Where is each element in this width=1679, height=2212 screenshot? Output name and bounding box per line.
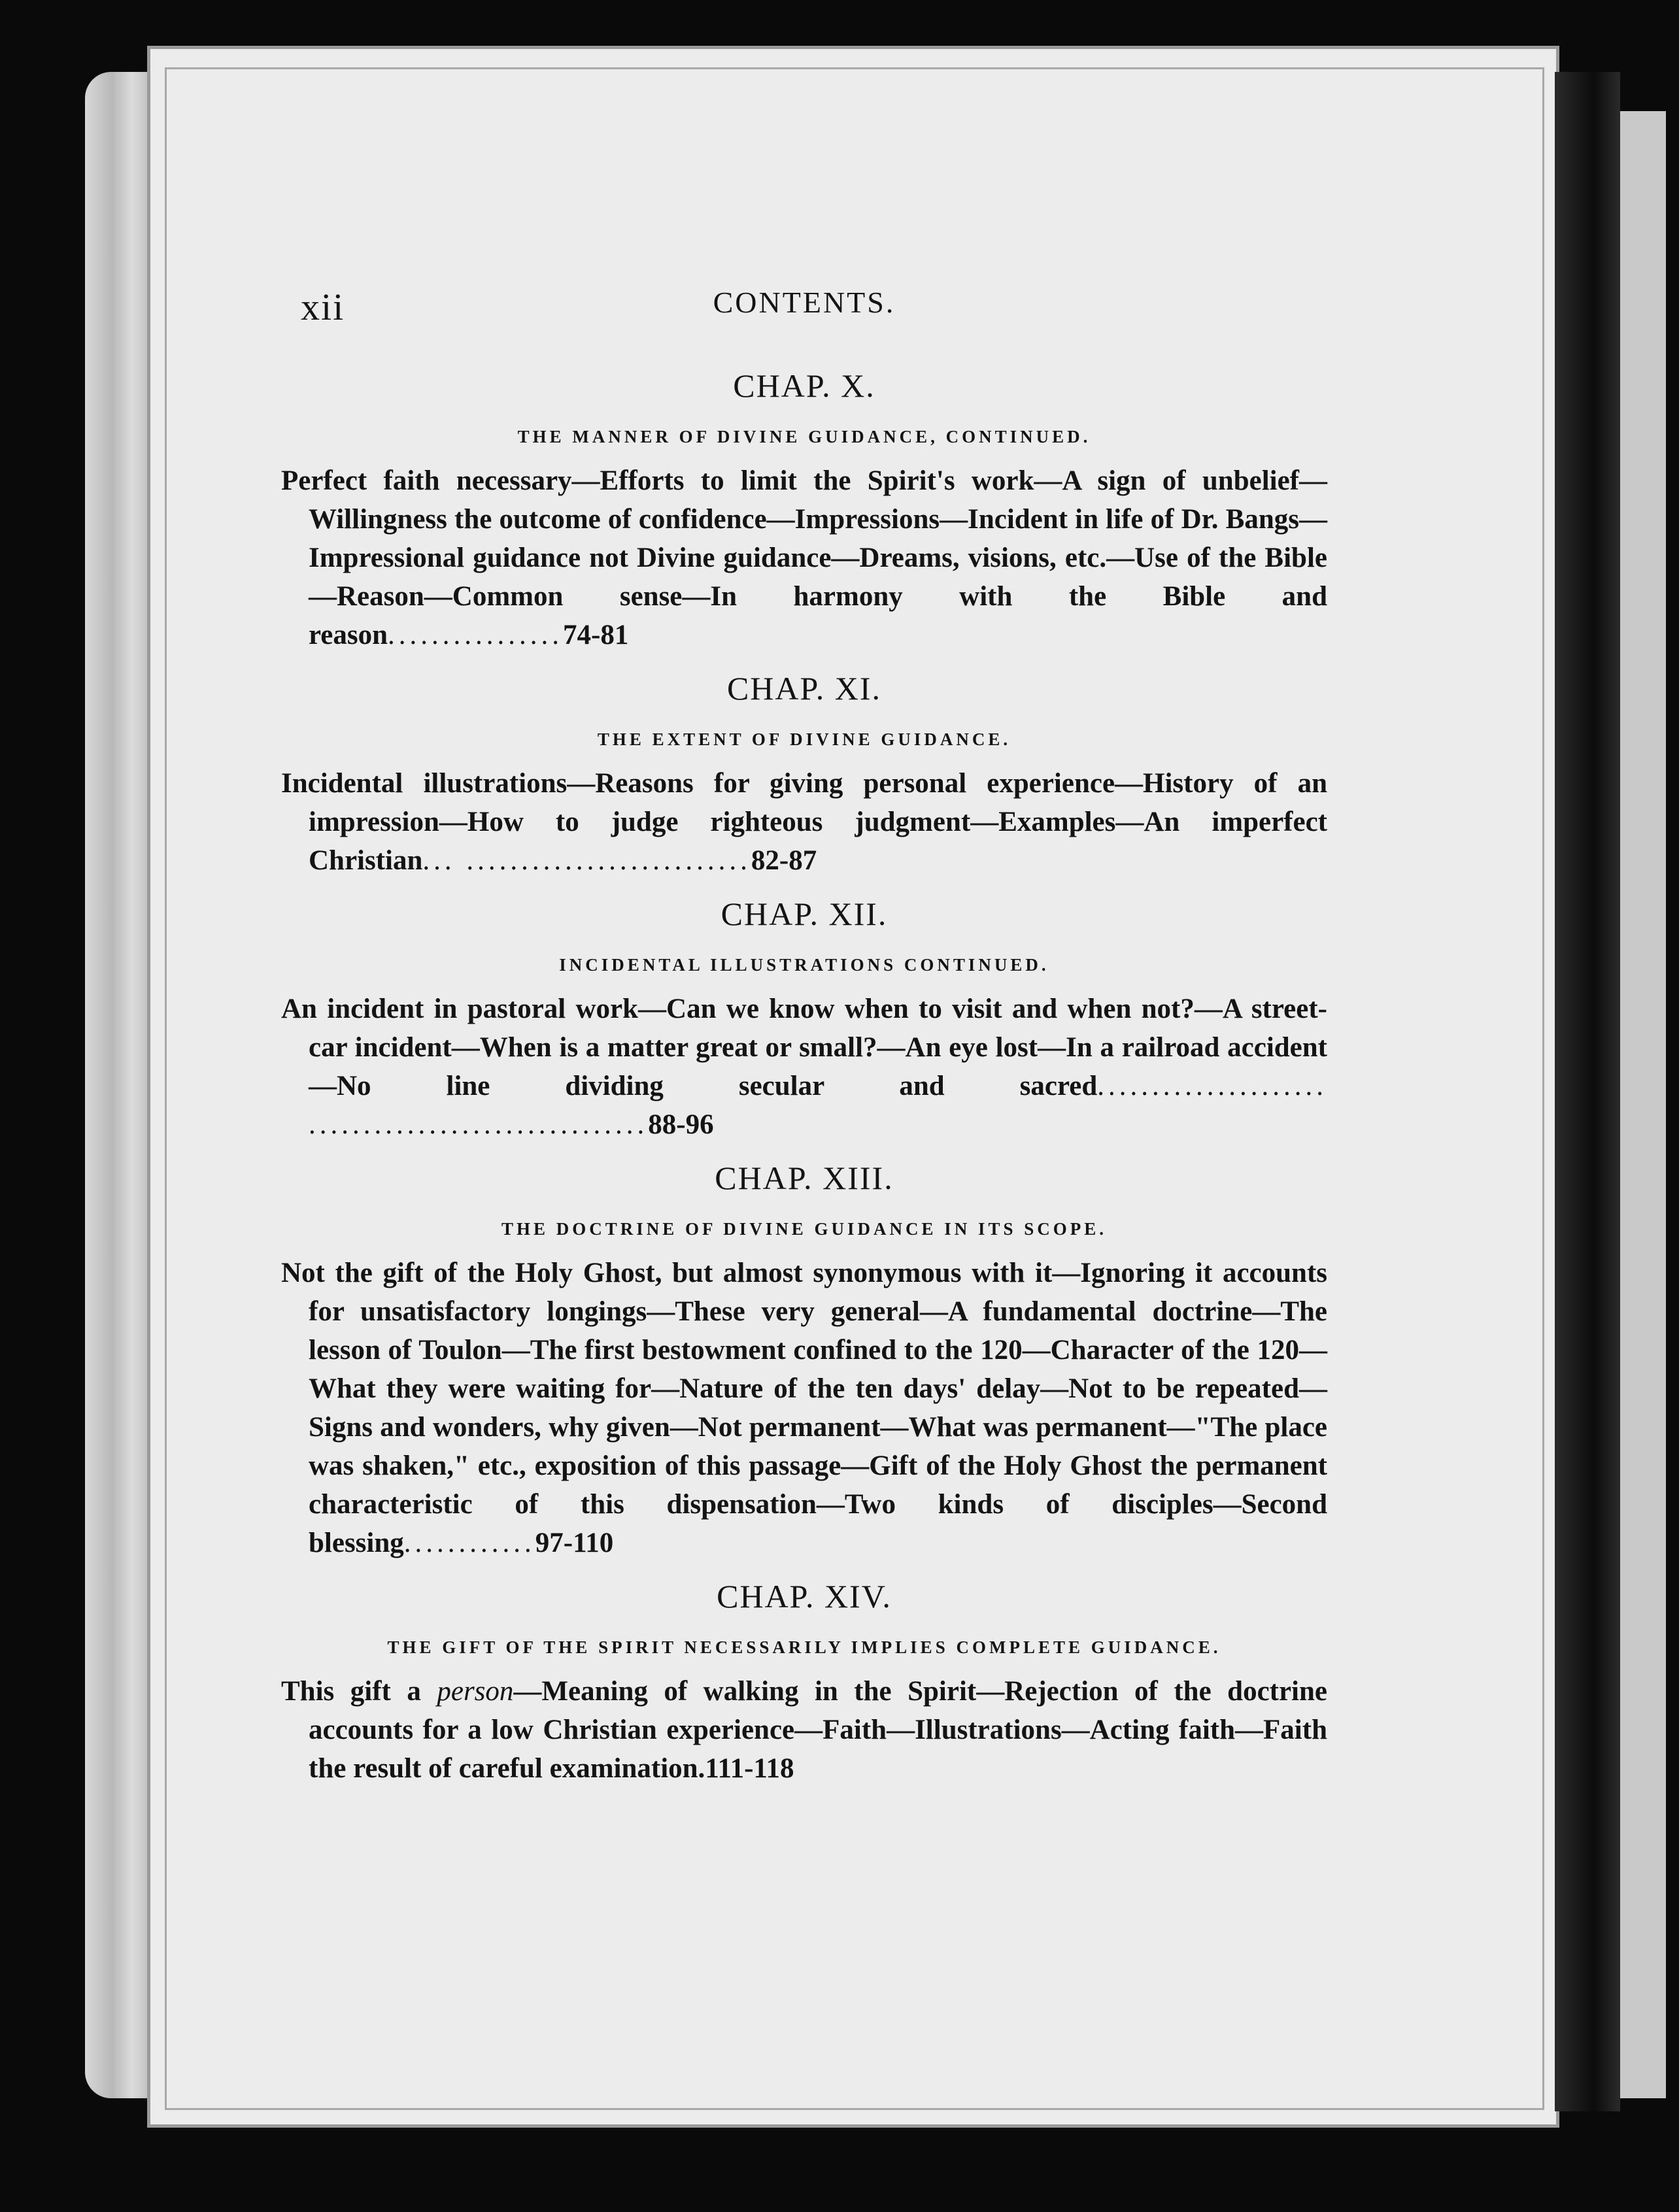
chapter-title: THE GIFT OF THE SPIRIT NECESSARILY IMPLIES COMPLETE GUIDANCE. — [387, 1637, 1221, 1657]
dot-leader: ................ — [388, 620, 564, 650]
chapter-title: THE EXTENT OF DIVINE GUIDANCE. — [597, 729, 1011, 749]
summary-prefix: This gift a — [281, 1676, 421, 1707]
dot-leader: ............ — [403, 1528, 535, 1558]
chapter-entry — [281, 669, 1327, 880]
page-number: xii — [301, 286, 345, 328]
page-range: 82-87 — [751, 845, 817, 876]
dot-leader: ..................... ............................... — [309, 1071, 1327, 1140]
summary-emphasis: person — [437, 1676, 514, 1707]
chapter-title: INCIDENTAL ILLUSTRATIONS CONTINUED. — [559, 955, 1049, 975]
summary-text: Perfect faith necessary—Efforts to limit the Spirit's work—A sign of unbelief—Willingness the outcome of confidence—Impressions—Incident in life of Dr. Bangs—Impressional guidance not Divine guidance—Dreams, visions, etc.—Use of the Bible—Reason—Common sense—In harmony with the Bible and reason — [281, 465, 1327, 650]
chapter-summary — [281, 1254, 1327, 1562]
chapter-summary — [281, 764, 1327, 880]
page-range: 97-110 — [535, 1528, 614, 1558]
book-gutter — [1555, 72, 1620, 2111]
summary-text: An incident in pastoral work—Can we know when to visit and when not?—A street-car incident—When is a matter great or small?—An eye lost—In a railroad accident—No line dividing secular and sacred — [281, 994, 1327, 1101]
chapter-number: CHAP. XIV. — [717, 1578, 892, 1615]
page-range: 88-96 — [648, 1109, 714, 1140]
chapter-entry — [281, 366, 1327, 654]
chapter-title: THE DOCTRINE OF DIVINE GUIDANCE IN ITS SCOPE. — [501, 1219, 1108, 1239]
summary-text: Incidental illustrations—Reasons for giving personal experience—History of an impression—How to judge righteous judgment—Examples—An imperfect Christian — [281, 768, 1327, 876]
chapter-number: CHAP. XII. — [721, 896, 888, 932]
chapter-entry — [281, 894, 1327, 1144]
summary-text: Not the gift of the Holy Ghost, but almost synonymous with it—Ignoring it accounts for unsatisfactory longings—These very general—A fundamental doctrine—The lesson of Toulon—The first bestowment confined to the 120—Character of the 120—What they were waiting for—Nature of the ten days' delay—Not to be repeated—Signs and wonders, why given—Not permanent—What was permanent—"The place was shaken," etc., exposition of this passage—Gift of the Holy Ghost the permanent characteristic of this dispensation—Two kinds of disciples—Second blessing — [281, 1258, 1327, 1558]
chapter-summary — [281, 990, 1327, 1144]
chapter-summary — [281, 461, 1327, 654]
chapter-entry — [281, 1577, 1327, 1788]
chapter-summary — [281, 1672, 1327, 1788]
chapter-entry — [281, 1158, 1327, 1562]
chapter-number: CHAP. X. — [733, 367, 875, 404]
running-head — [281, 285, 1327, 331]
chapter-number: CHAP. XI. — [726, 670, 882, 707]
summary-text: —Meaning of walking in the Spirit—Rejection of the doctrine accounts for a low Christian experience—Faith—Illustrations—Acting faith—Faith the result of careful examination. — [309, 1676, 1328, 1784]
running-title: CONTENTS. — [713, 286, 896, 319]
chapter-title: THE MANNER OF DIVINE GUIDANCE, CONTINUED. — [517, 427, 1091, 446]
facing-page-edge — [1620, 111, 1666, 2098]
page-range: 74-81 — [563, 620, 629, 650]
chapter-number: CHAP. XIII. — [715, 1160, 894, 1196]
page-range: 111-118 — [705, 1753, 794, 1784]
dot-leader: ... .......................... — [422, 845, 751, 876]
chapter-list — [281, 366, 1327, 1802]
